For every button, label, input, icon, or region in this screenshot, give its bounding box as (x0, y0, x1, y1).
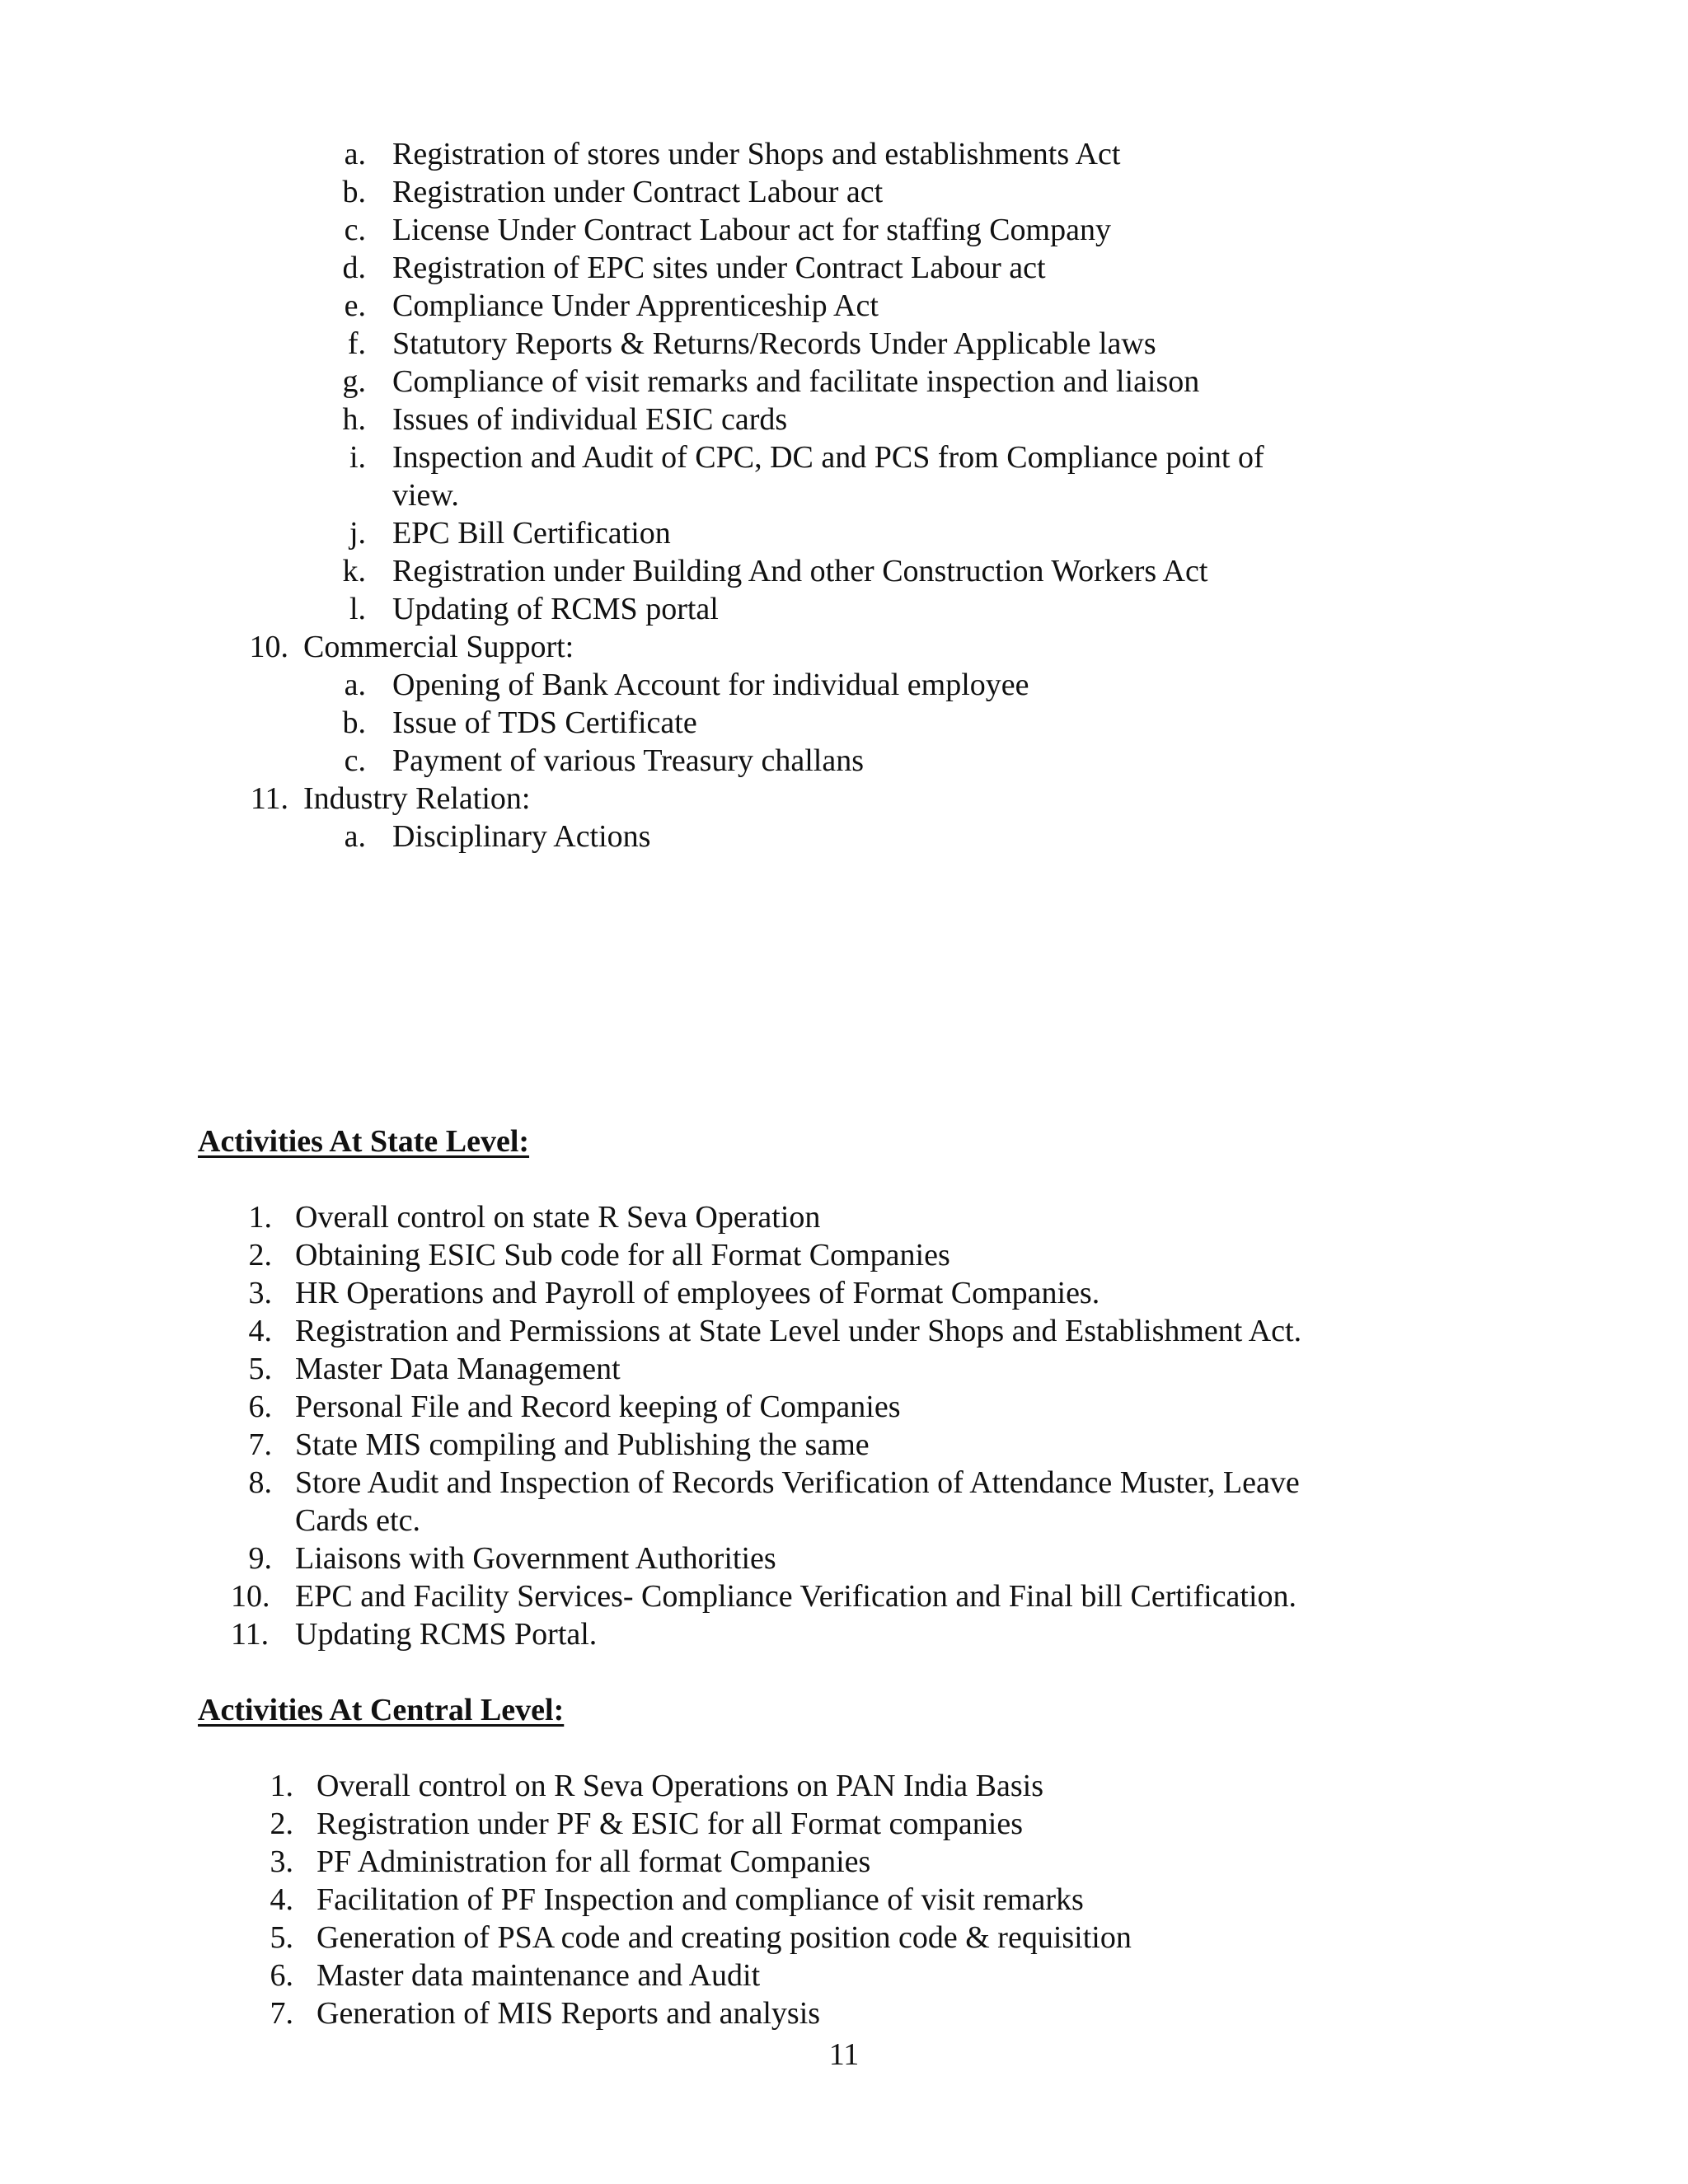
list-marker: 7. (248, 1427, 272, 1462)
list-text: Commercial Support: (303, 630, 574, 664)
list-marker: d. (342, 251, 366, 285)
list-marker: 6. (248, 1390, 272, 1424)
list-text: Generation of PSA code and creating position code & requisition (316, 1920, 1132, 1955)
list-marker: 2. (270, 1807, 293, 1841)
list-text-continuation: Cards etc. (295, 1503, 420, 1538)
list-text: Updating RCMS Portal. (295, 1617, 598, 1652)
list-text: Registration under Building And other Construction Workers Act (392, 554, 1208, 588)
list-text: Issue of TDS Certificate (392, 705, 697, 740)
list-text: Personal File and Record keeping of Companies (295, 1390, 901, 1424)
list-text: Payment of various Treasury challans (392, 743, 865, 778)
list-marker: c. (344, 743, 366, 778)
list-text: Compliance Under Apprenticeship Act (392, 288, 879, 323)
list-marker: a. (344, 137, 366, 171)
list-text: Disciplinary Actions (392, 819, 651, 854)
list-text: Registration of stores under Shops and establishments Act (392, 137, 1121, 171)
list-marker: i. (349, 440, 366, 475)
list-marker: l. (349, 592, 366, 626)
list-marker: 9. (248, 1541, 272, 1576)
list-marker: 5. (270, 1920, 293, 1955)
list-text: Inspection and Audit of CPC, DC and PCS from Compliance point of (392, 440, 1264, 475)
list-marker: k. (342, 554, 366, 588)
list-text: Overall control on R Seva Operations on PAN India Basis (316, 1769, 1043, 1803)
list-marker: 3. (270, 1844, 293, 1879)
list-text-continuation: view. (392, 478, 459, 513)
list-marker: 1. (248, 1200, 272, 1235)
list-text: Registration under Contract Labour act (392, 175, 884, 209)
list-marker: 11. (231, 1617, 270, 1652)
list-marker: 4. (270, 1882, 293, 1917)
list-text: State MIS compiling and Publishing the same (295, 1427, 870, 1462)
list-text: Master data maintenance and Audit (316, 1958, 761, 1993)
list-marker: j. (349, 516, 366, 551)
list-text: Registration under PF & ESIC for all Format companies (316, 1807, 1024, 1841)
list-text: Industry Relation: (303, 781, 531, 816)
list-marker: c. (344, 213, 366, 247)
list-text: Issues of individual ESIC cards (392, 402, 788, 437)
section-heading-central-level: Activities At Central Level: (198, 1693, 565, 1727)
list-text: PF Administration for all format Companies (316, 1844, 871, 1879)
list-text: Overall control on state R Seva Operation (295, 1200, 821, 1235)
list-text: License Under Contract Labour act for staffing Company (392, 213, 1111, 247)
list-text: Statutory Reports & Returns/Records Under Applicable laws (392, 326, 1156, 361)
list-marker: h. (342, 402, 366, 437)
list-marker: 6. (270, 1958, 293, 1993)
list-text: Updating of RCMS portal (392, 592, 719, 626)
list-marker: 8. (248, 1465, 272, 1500)
list-marker: f. (347, 326, 366, 361)
list-marker: a. (344, 668, 366, 702)
list-marker: 5. (248, 1352, 272, 1386)
list-text: Registration of EPC sites under Contract Labour act (392, 251, 1046, 285)
list-text: Generation of MIS Reports and analysis (316, 1996, 821, 2031)
list-text: Store Audit and Inspection of Records Verification of Attendance Muster, Leave (295, 1465, 1300, 1500)
list-text: HR Operations and Payroll of employees of Format Companies. (295, 1276, 1100, 1310)
list-marker: 10. (231, 1579, 270, 1614)
page-number: 11 (828, 2037, 860, 2072)
list-marker: 2. (248, 1238, 272, 1272)
list-marker: b. (342, 705, 366, 740)
list-text: EPC and Facility Services- Compliance Verification and Final bill Certification. (295, 1579, 1297, 1614)
list-marker: e. (344, 288, 366, 323)
list-marker: 7. (270, 1996, 293, 2031)
list-marker: 3. (248, 1276, 272, 1310)
list-marker: 4. (248, 1314, 272, 1348)
list-marker: g. (342, 364, 366, 399)
list-marker: a. (344, 819, 366, 854)
list-marker: 10. (249, 630, 288, 664)
section-heading-state-level: Activities At State Level: (198, 1124, 530, 1159)
list-marker: 11. (250, 781, 288, 816)
list-text: Obtaining ESIC Sub code for all Format Companies (295, 1238, 950, 1272)
list-text: Opening of Bank Account for individual employee (392, 668, 1029, 702)
list-text: Liaisons with Government Authorities (295, 1541, 776, 1576)
list-text: EPC Bill Certification (392, 516, 671, 551)
list-text: Compliance of visit remarks and facilitate inspection and liaison (392, 364, 1200, 399)
list-text: Registration and Permissions at State Level under Shops and Establishment Act. (295, 1314, 1302, 1348)
list-marker: 1. (270, 1769, 293, 1803)
list-text: Facilitation of PF Inspection and compliance of visit remarks (316, 1882, 1084, 1917)
list-text: Master Data Management (295, 1352, 621, 1386)
list-marker: b. (342, 175, 366, 209)
